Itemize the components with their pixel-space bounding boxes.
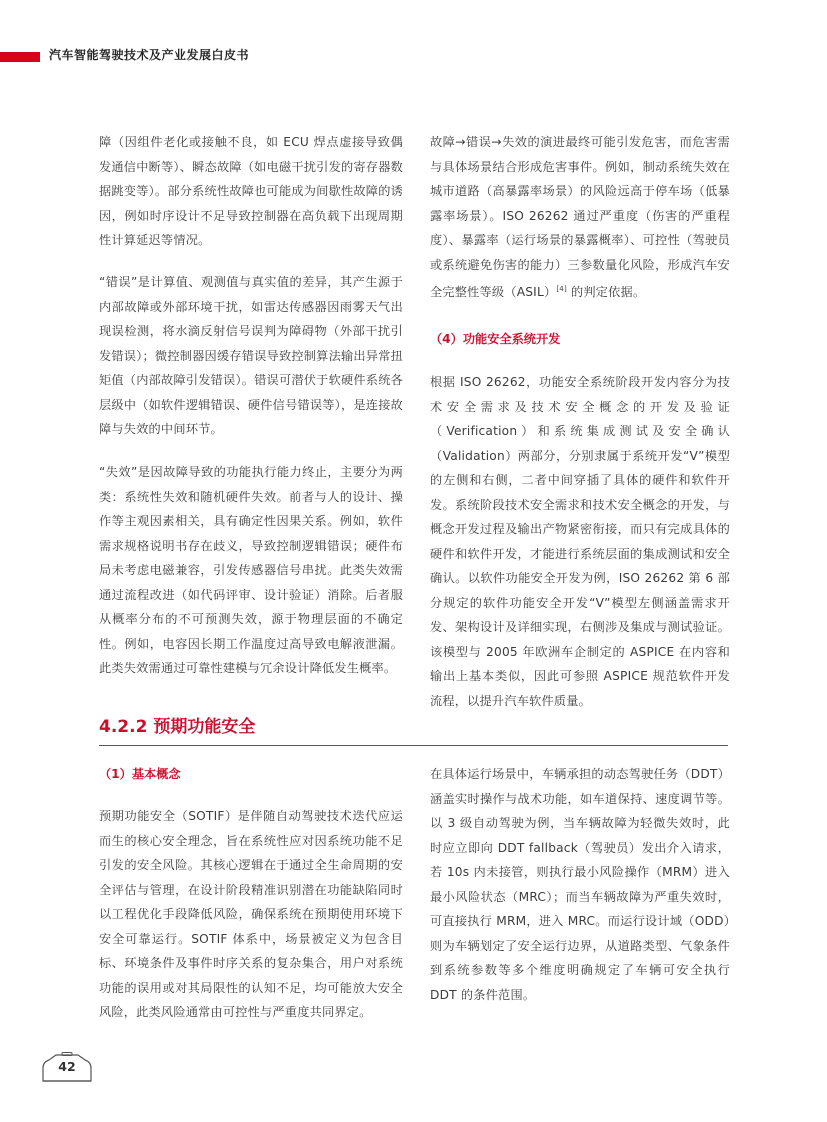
upper-left-column-2 (99, 270, 403, 442)
lower-left-column (99, 804, 403, 1025)
upper-right-column (430, 130, 730, 305)
page-number-badge (40, 1052, 94, 1084)
paragraph-sotif-definition: 预期功能安全（SOTIF）是伴随自动驾驶技术迭代应运而生的核心安全理念，旨在系统性应对因系统功能不足引发的安全风险。其核心逻辑在于通过全生命周期的安全评估与管理，在设计阶段精准识别潜在功能缺陷同时以工程优化手段降低风险，确保系统在预期使用环境下安全可靠运行。SOTIF 体系中，场景被定义为包含目标、环境条件及事件时序关系的复杂集合，用户对系统功能的误用或对其局限性的认知不足，均可能放大安全风险，此类风险通常由可控性与严重度共同界定。 (99, 809, 403, 1019)
subheading-1-wrap (99, 762, 403, 787)
page-number: 42 (58, 1059, 76, 1074)
paragraph-ddt-odd: 在具体运行场景中，车辆承担的动态驾驶任务（DDT）涵盖实时操作与战术功能，如车道保持、速度调节等。以 3 级自动驾驶为例，当车辆故障为轻微失效时，此时应立即向 DDT fallback（驾驶员）发出介入请求，若 10s 内未接管，则执行最小风险操作（MRM）进入最小风险状态（MRC）；而当车辆故障为严重失效时，可直接执行 MRM，进入 MRC。而运行设计域（ODD）则为车辆划定了安全运行边界，从道路类型、气象条件到系统参数等多个维度明确规定了车辆可安全执行 DDT 的条件范围。 (430, 767, 730, 1002)
citation-ref: [4] (556, 285, 567, 293)
paragraph-failure-definition: “失效”是因故障导致的功能执行能力终止，主要分为两类：系统性失效和随机硬件失效。前者与人的设计、操作等主观因素相关，具有确定性因果关系。例如，软件需求规格说明书存在歧义，导致控制逻辑错误；硬件布局未考虑电磁兼容，引发传感器信号串扰。此类失效需通过流程改进（如代码评审、设计验证）消除。后者服从概率分布的不可预测失效，源于物理层面的不确定性。例如，电容因长期工作温度过高导致电解液泄漏。此类失效需通过可靠性建模与冗余设计降低发生概率。 (99, 465, 403, 675)
upper-left-column (99, 130, 403, 253)
hazard-asil-text: 故障→错误→失效的演进最终可能引发危害，而危害需与具体场景结合形成危害事件。例如，制动系统失效在城市道路（高暴露率场景）的风险远高于停车场（低暴露率场景）。ISO 26262 通过严重度（伤害的严重程度）、暴露率（运行场景的暴露概率）、可控性（驾驶员或系统避免伤害的能力）三参数量化风险，形成汽车安全完整性等级（ASIL） (430, 135, 730, 300)
paragraph-hazard-asil (430, 130, 730, 305)
upper-right-column-2 (430, 370, 730, 713)
section-title: 4.2.2 预期功能安全 (99, 717, 256, 737)
upper-left-column-3 (99, 460, 403, 681)
section-divider (99, 745, 728, 746)
subheading-basic-concept: （1）基本概念 (99, 767, 181, 781)
paragraph-fault-types: 障（因组件老化或接触不良，如 ECU 焊点虚接导致偶发通信中断等）、瞬态故障（如电磁干扰引发的寄存器数据跳变等）。部分系统性故障也可能成为间歇性故障的诱因，例如时序设计不足导致控制器在高负载下出现周期性计算延迟等情况。 (99, 135, 403, 247)
hazard-asil-tail: 的判定依据。 (566, 285, 646, 300)
lower-right-column (430, 762, 730, 1007)
paragraph-error-definition: “错误”是计算值、观测值与真实值的差异，其产生源于内部故障或外部环境干扰，如雷达传感器因雨雾天气出现误检测，将水滴反射信号误判为障碍物（外部干扰引发错误）；微控制器因缓存错误导致控制算法输出异常扭矩值（内部故障引发错误）。错误可潜伏于软硬件系统各层级中（如软件逻辑错误、硬件信号错误等），是连接故障与失效的中间环节。 (99, 275, 403, 436)
subheading-functional-safety-development: （4）功能安全系统开发 (430, 332, 561, 346)
document-title: 汽车智能驾驶技术及产业发展白皮书 (49, 48, 250, 62)
paragraph-iso26262-development: 根据 ISO 26262，功能安全系统阶段开发内容分为技术安全需求及技术安全概念的开发及验证（Verification）和系统集成测试及安全确认（Validation）两部分，分别隶属于系统开发“V”模型的左侧和右侧，二者中间穿插了具体的硬件和软件开发。系统阶段技术安全需求和技术安全概念的开发，与概念开发过程及输出产物紧密衔接，而只有完成具体的硬件和软件开发，才能进行系统层面的集成测试和安全确认。以软件功能安全开发为例，ISO 26262 第 6 部分规定的软件功能安全开发“V”模型左侧涵盖需求开发、架构设计及详细实现，右侧涉及集成与测试验证。该模型与 2005 年欧洲车企制定的 ASPICE 在内容和输出上基本类似，因此可参照 ASPICE 规范软件开发流程，以提升汽车软件质量。 (430, 375, 730, 708)
subheading-4-wrap (430, 327, 730, 352)
header-accent-bar (0, 52, 40, 62)
